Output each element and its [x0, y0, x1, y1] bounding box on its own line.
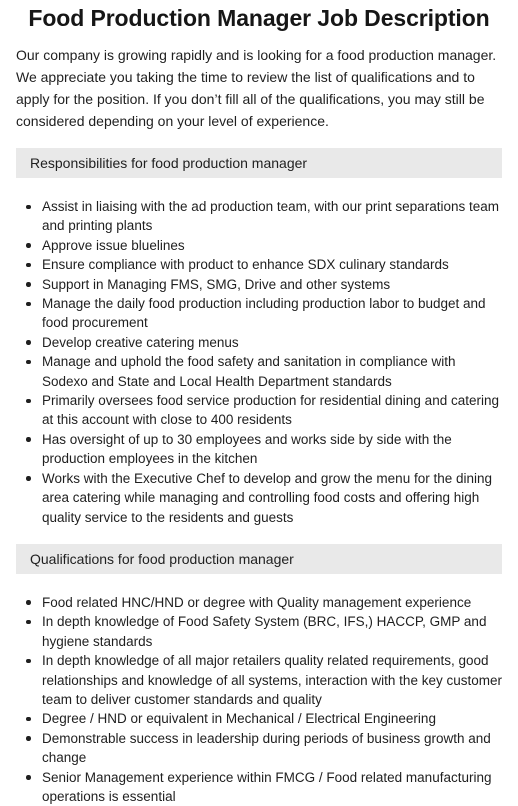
- responsibilities-heading: Responsibilities for food production manager: [16, 148, 502, 178]
- intro-paragraph: Our company is growing rapidly and is looking for a food production manager. We appreciate you taking the time to review the list of qualifications and to apply for the position. If you don’t fill all of the qualifications, you may still be considered depending on your level of experience.: [16, 47, 497, 129]
- list-item: Manage and uphold the food safety and sanitation in compliance with Sodexo and State and Local Health Department standards: [42, 352, 502, 391]
- list-item: Ensure compliance with product to enhance SDX culinary standards: [42, 255, 502, 274]
- list-item: In depth knowledge of Food Safety System (BRC, IFS,) HACCP, GMP and hygiene standards: [42, 612, 502, 651]
- list-item: Demonstrable success in leadership during periods of business growth and change: [42, 729, 502, 768]
- list-item: Assist in liaising with the ad production team, with our print separations team and printing plants: [42, 197, 502, 236]
- qualifications-heading: Qualifications for food production manager: [16, 544, 502, 574]
- list-item: Senior Management experience within FMCG / Food related manufacturing operations is essential: [42, 768, 502, 806]
- list-item: Support in Managing FMS, SMG, Drive and other systems: [42, 275, 502, 294]
- page-title: Food Production Manager Job Description: [28, 5, 490, 31]
- list-item: Primarily oversees food service production for residential dining and catering at this account with close to 400 residents: [42, 391, 502, 430]
- qualifications-list: [16, 593, 502, 806]
- list-item: Food related HNC/HND or degree with Quality management experience: [42, 593, 502, 612]
- list-item: In depth knowledge of all major retailers quality related requirements, good relationships and knowledge of all systems, interaction with the key customer team to deliver customer standards and quality: [42, 651, 502, 709]
- list-item: Has oversight of up to 30 employees and works side by side with the production employees in the kitchen: [42, 430, 502, 469]
- list-item: Develop creative catering menus: [42, 333, 502, 352]
- list-item: Degree / HND or equivalent in Mechanical / Electrical Engineering: [42, 709, 502, 728]
- list-item: Manage the daily food production including production labor to budget and food procurement: [42, 294, 502, 333]
- list-item: Approve issue bluelines: [42, 236, 502, 255]
- responsibilities-list: [16, 197, 502, 527]
- list-item: Works with the Executive Chef to develop and grow the menu for the dining area catering while managing and controlling food costs and offering high quality service to the residents and guests: [42, 469, 502, 527]
